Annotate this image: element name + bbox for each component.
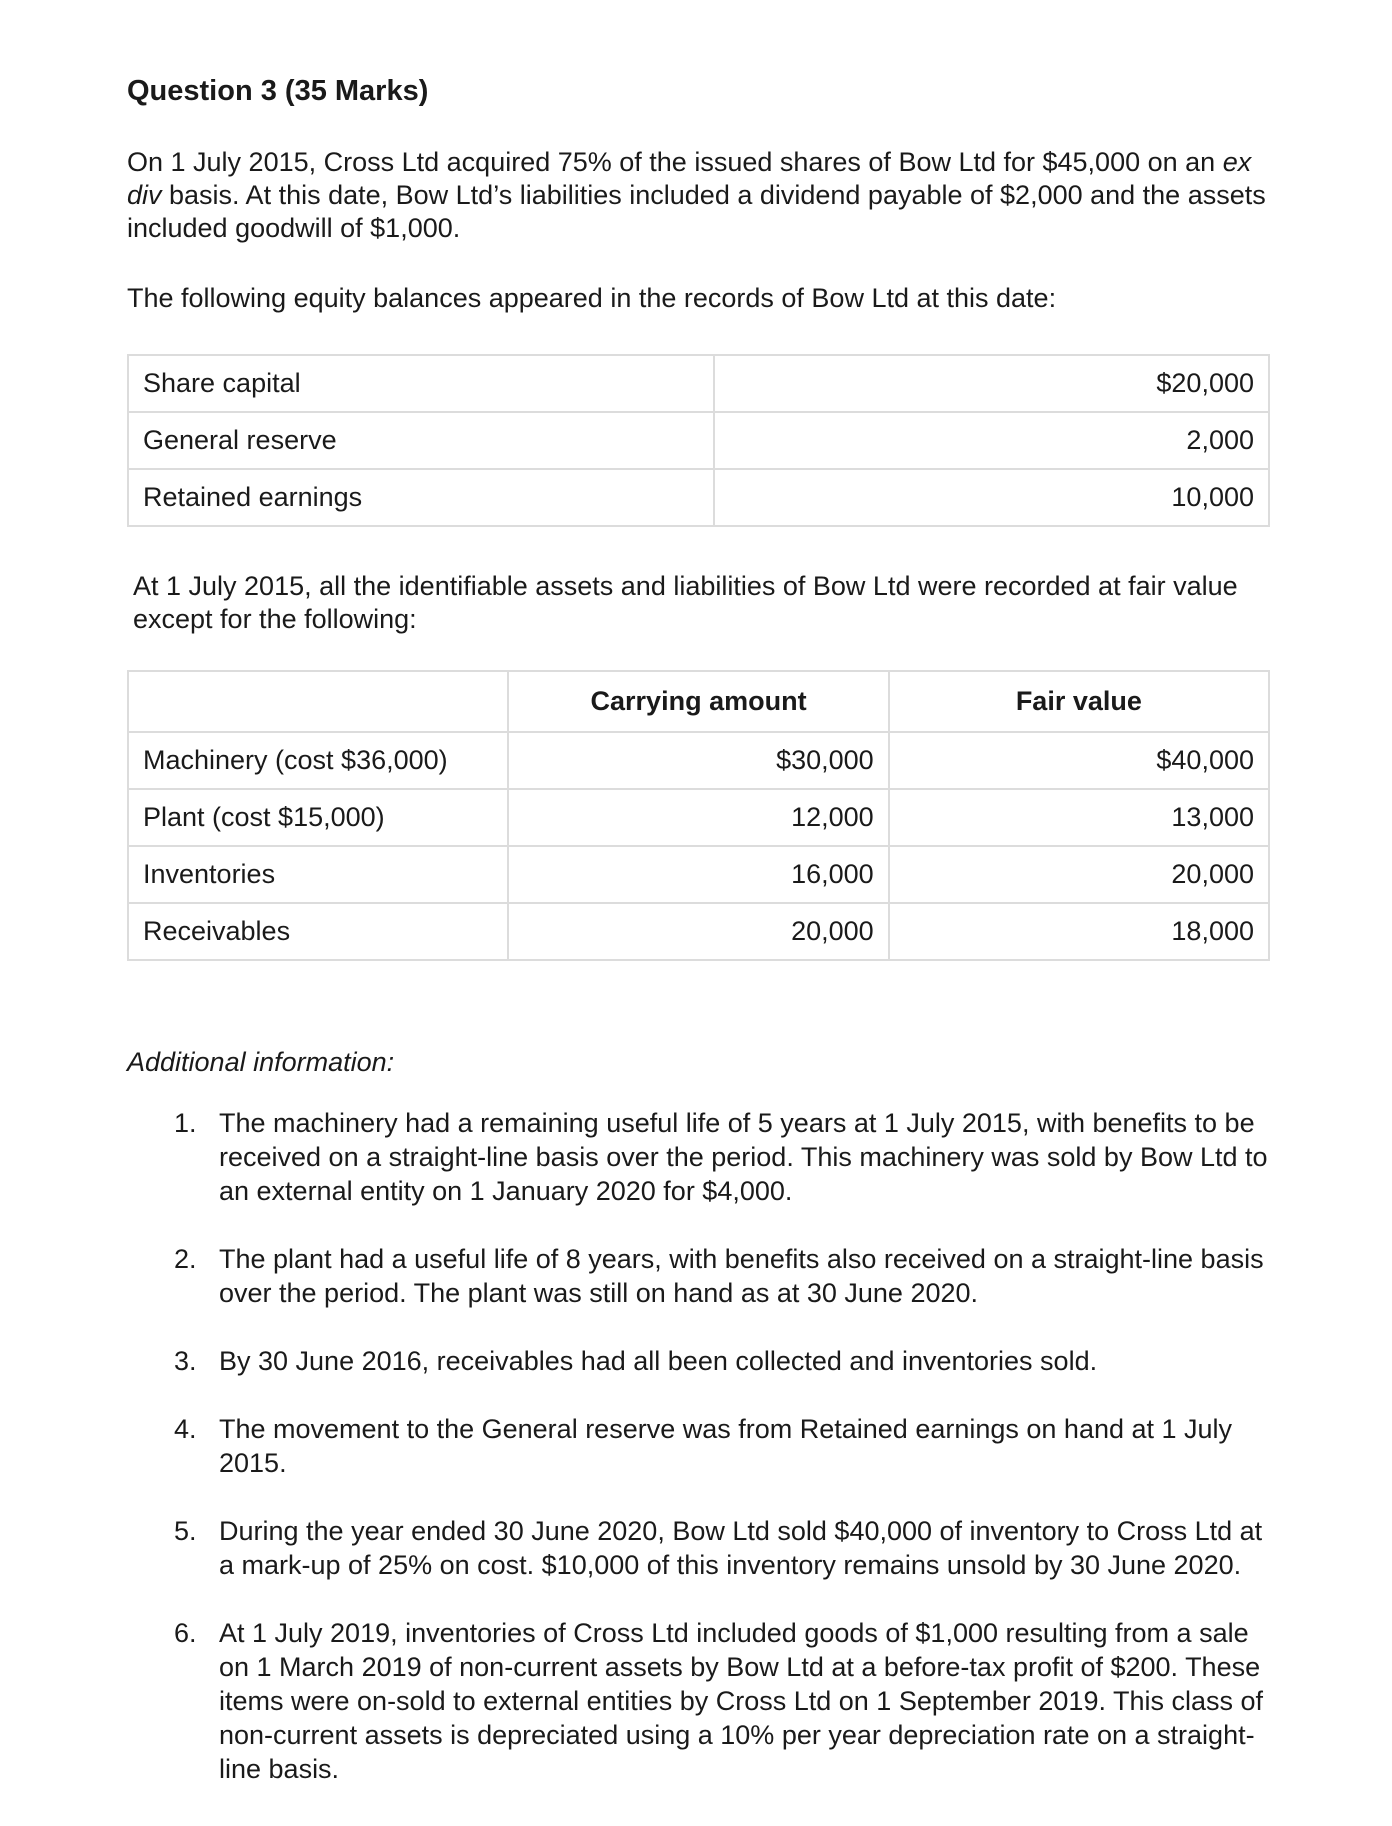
- intro-paragraph: [127, 146, 1277, 245]
- intro-emphasis: ex div: [127, 147, 1252, 210]
- item-number: 2.: [174, 1244, 197, 1274]
- table-row: [128, 732, 1269, 789]
- asset-label: Machinery (cost $36,000): [128, 732, 508, 789]
- asset-label: Plant (cost $15,000): [128, 789, 508, 846]
- table-row: [128, 789, 1269, 846]
- table-row: [128, 846, 1269, 903]
- item-number: 1.: [174, 1108, 197, 1138]
- table-row: [128, 412, 1269, 469]
- header-carrying-amount: Carrying amount: [508, 671, 888, 732]
- item-text: The movement to the General reserve was from Retained earnings on hand at 1 July 2015.: [219, 1414, 1233, 1478]
- equity-value: 10,000: [714, 469, 1269, 526]
- fair-value: 13,000: [889, 789, 1269, 846]
- table-row: [128, 355, 1269, 412]
- list-item: [174, 1412, 1269, 1480]
- equity-label: Retained earnings: [128, 469, 714, 526]
- table-header-row: [128, 671, 1269, 732]
- item-text: At 1 July 2019, inventories of Cross Ltd included goods of $1,000 resulting from a sale on 1 March 2019 of non-current assets by Bow Ltd at a before-tax profit of $200. These items were on-sold to external entities by Cross Ltd on 1 September 2019. This class of non-current assets is depreciated using a 10% per year depreciation rate on a straight-line basis.: [219, 1618, 1264, 1784]
- fair-value: $40,000: [889, 732, 1269, 789]
- item-number: 3.: [174, 1346, 197, 1376]
- equity-value: $20,000: [714, 355, 1269, 412]
- list-item: [174, 1242, 1269, 1310]
- list-item: [174, 1344, 1269, 1378]
- carrying-amount: $30,000: [508, 732, 888, 789]
- equity-label: General reserve: [128, 412, 714, 469]
- asset-label: Inventories: [128, 846, 508, 903]
- equity-intro-paragraph: The following equity balances appeared in the records of Bow Ltd at this date:: [127, 283, 1057, 313]
- carrying-amount: 20,000: [508, 903, 888, 960]
- table-row: [128, 469, 1269, 526]
- additional-info-heading: Additional information:: [127, 1047, 395, 1077]
- item-number: 6.: [174, 1618, 197, 1648]
- carrying-amount: 12,000: [508, 789, 888, 846]
- header-blank: [128, 671, 508, 732]
- item-text: The plant had a useful life of 8 years, with benefits also received on a straight-line basis over the period. The plant was still on hand as at 30 June 2020.: [219, 1244, 1264, 1308]
- equity-value: 2,000: [714, 412, 1269, 469]
- asset-label: Receivables: [128, 903, 508, 960]
- list-item: [174, 1514, 1269, 1582]
- equity-table: [127, 354, 1270, 527]
- header-fair-value: Fair value: [889, 671, 1269, 732]
- item-number: 4.: [174, 1414, 197, 1444]
- list-item: [174, 1616, 1269, 1786]
- fair-value: 18,000: [889, 903, 1269, 960]
- item-text: During the year ended 30 June 2020, Bow Ltd sold $40,000 of inventory to Cross Ltd at a mark-up of 25% on cost. $10,000 of this inventory remains unsold by 30 June 2020.: [219, 1516, 1263, 1580]
- intro-text-part1: On 1 July 2015, Cross Ltd acquired 75% of the issued shares of Bow Ltd for $45,000 on an: [127, 147, 1223, 177]
- equity-label: Share capital: [128, 355, 714, 412]
- fair-value-intro-paragraph: At 1 July 2015, all the identifiable assets and liabilities of Bow Ltd were recorded at fair value except for the following:: [133, 571, 1238, 634]
- item-text: The machinery had a remaining useful life of 5 years at 1 July 2015, with benefits to be received on a straight-line basis over the period. This machinery was sold by Bow Ltd to an external entity on 1 January 2020 for $4,000.: [219, 1108, 1268, 1206]
- list-item: [174, 1106, 1269, 1208]
- item-number: 5.: [174, 1516, 197, 1546]
- item-text: By 30 June 2016, receivables had all been collected and inventories sold.: [219, 1346, 1098, 1376]
- question-title: Question 3 (35 Marks): [127, 75, 429, 107]
- additional-info-list: [174, 1106, 1269, 1820]
- fair-value-table: [127, 670, 1270, 961]
- intro-text-part2: basis. At this date, Bow Ltd’s liabilities included a dividend payable of $2,000 and the assets included goodwill of $1,000.: [127, 180, 1266, 243]
- table-row: [128, 903, 1269, 960]
- carrying-amount: 16,000: [508, 846, 888, 903]
- fair-value: 20,000: [889, 846, 1269, 903]
